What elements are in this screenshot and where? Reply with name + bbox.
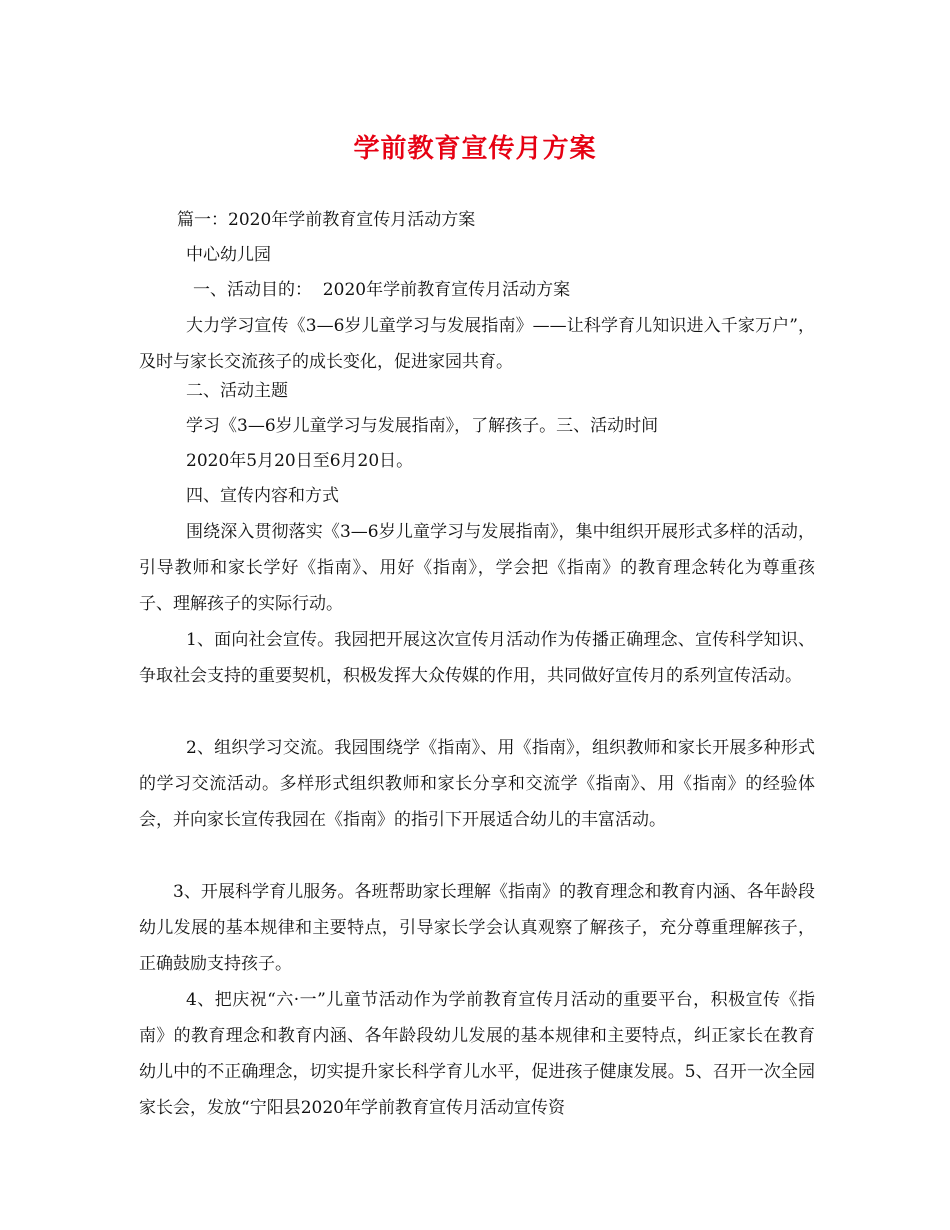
document-title: 学前教育宣传月方案 bbox=[353, 134, 597, 164]
item-2: 2、组织学习交流。我园围绕学《指南》、用《指南》，组织教师和家长开展多种形式的学习交流活动。多样形式组织教师和家长分享和交流学《指南》、用《指南》的经验体会，并向家长宣传我园在《指南》的指引下开展适合幼儿的丰富活动。 bbox=[139, 738, 815, 830]
item-1: 1、面向社会宣传。我园把开展这次宣传月活动作为传播正确理念、宣传科学知识、争取社会支持的重要契机，积极发挥大众传媒的作用，共同做好宣传月的系列宣传活动。 bbox=[139, 630, 815, 686]
section-2-heading: 二、活动主题 bbox=[186, 381, 288, 401]
item-4: 4、把庆祝“六·一”儿童节活动作为学前教育宣传月活动的重要平台，积极宣传《指南》的教育理念和教育内涵、各年龄段幼儿发展的基本规律和主要特点，纠正家长在教育幼儿中的不正确理念，切实提升家长科学育儿水平，促进孩子健康发展。5、召开一次全园家长会，发放“宁阳县2020年学前教育宣传月活动宣传资 bbox=[139, 990, 815, 1118]
section-2-body: 学习《3—6岁儿童学习与发展指南》，了解孩子。三、活动时间 bbox=[186, 416, 659, 436]
section-1-body: 大力学习宣传《3—6岁儿童学习与发展指南》——让科学育儿知识进入千家万户”， 及时与家长交流孩子的成长变化，促进家园共育。 bbox=[139, 316, 815, 372]
activity-date: 2020年5月20日至6月20日。 bbox=[186, 451, 414, 471]
heading-part: 篇一：2020年学前教育宣传月活动方案 bbox=[177, 210, 476, 230]
item-3: 3、开展科学育儿服务。各班帮助家长理解《指南》的教育理念和教育内涵、各年龄段幼儿发展的基本规律和主要特点，引导家长学会认真观察了解孩子，充分尊重理解孩子，正确鼓励支持孩子。 bbox=[139, 882, 815, 974]
org-name: 中心幼儿园 bbox=[186, 245, 271, 265]
section-1-heading: 一、活动目的： 2020年学前教育宣传月活动方案 bbox=[193, 280, 571, 300]
section-4-body: 围绕深入贯彻落实《3—6岁儿童学习与发展指南》，集中组织开展形式多样的活动，引导教师和家长学好《指南》、用好《指南》，学会把《指南》的教育理念转化为尊重孩子、理解孩子的实际行动。 bbox=[139, 522, 815, 614]
section-4-heading: 四、宣传内容和方式 bbox=[186, 486, 339, 506]
